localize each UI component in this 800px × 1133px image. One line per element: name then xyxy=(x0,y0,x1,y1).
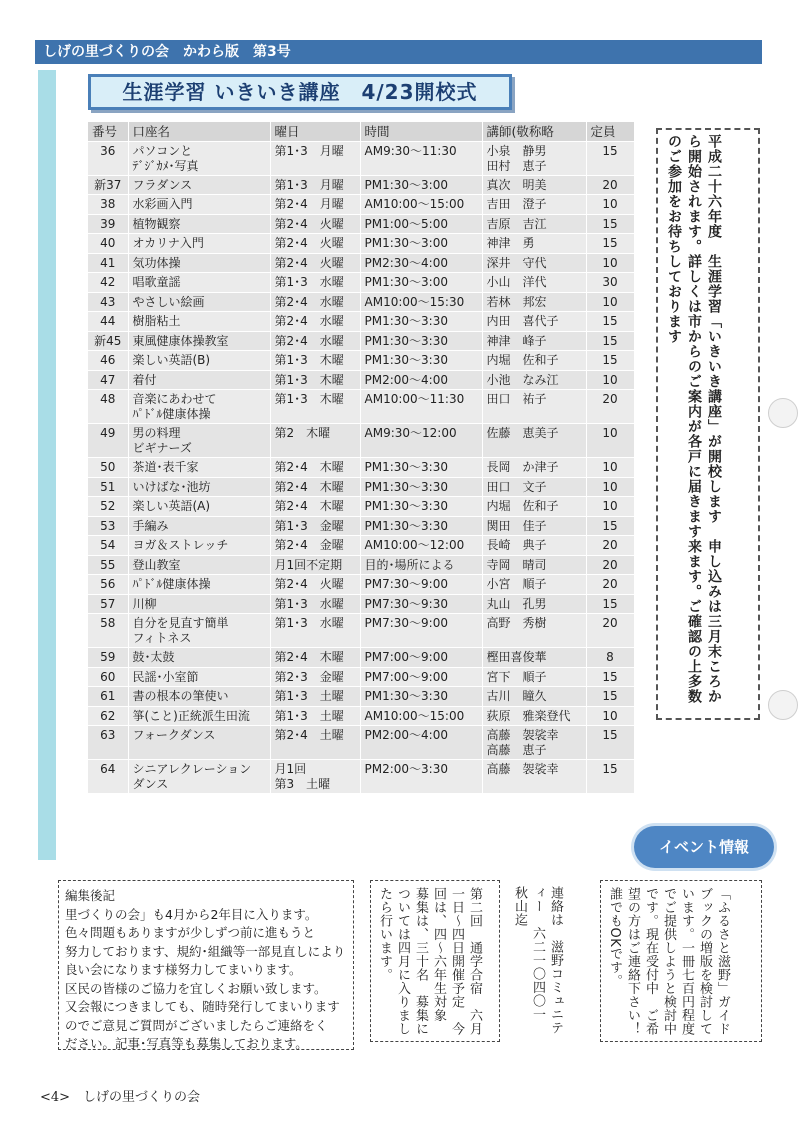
cell-teacher: 高藤 袈裟幸 高藤 恵子 xyxy=(482,726,586,760)
table-row xyxy=(88,555,634,575)
cell-teacher: 内堀 佐和子 xyxy=(482,351,586,371)
cell-course-name: 着付 xyxy=(128,370,270,390)
editor-note-line: 努力しております、規約･組織等一部見直しにより xyxy=(65,943,346,959)
table-row xyxy=(88,536,634,556)
table-row xyxy=(88,331,634,351)
table-row xyxy=(88,667,634,687)
notice-text: 平成二十六年度 生涯学習「いきいき講座」が開校します 申し込みは三月末ころから開始されます。詳しくは市からのご案内が各戸に届きます来ます。ご確認の上多数のご参加をお待ちしております xyxy=(666,134,722,704)
table-row xyxy=(88,516,634,536)
cell-time: PM1:30～3:00 xyxy=(360,234,482,254)
cell-time: AM10:00～11:30 xyxy=(360,390,482,424)
cell-capacity: 15 xyxy=(586,351,634,371)
cell-capacity: 15 xyxy=(586,516,634,536)
cell-number: 49 xyxy=(88,424,128,458)
cell-number: 61 xyxy=(88,687,128,707)
cell-time: PM1:30～3:00 xyxy=(360,273,482,293)
cell-time: PM1:30～3:30 xyxy=(360,351,482,371)
table-row xyxy=(88,273,634,293)
cell-course-name: 箏(こと)正統派生田流 xyxy=(128,706,270,726)
col-header-course: 口座名 xyxy=(128,122,270,141)
course-table xyxy=(88,122,635,794)
cell-course-name: 水彩画入門 xyxy=(128,195,270,215)
cell-number: 新45 xyxy=(88,331,128,351)
cell-capacity: 15 xyxy=(586,234,634,254)
cell-course-name: 書の根本の筆使い xyxy=(128,687,270,707)
cell-capacity: 15 xyxy=(586,687,634,707)
cell-time: PM1:30～3:30 xyxy=(360,516,482,536)
table-row xyxy=(88,214,634,234)
cell-number: 47 xyxy=(88,370,128,390)
cell-day: 第2･4 木曜 xyxy=(270,648,360,668)
cell-time: PM1:30～3:30 xyxy=(360,497,482,517)
cell-day: 第2･4 水曜 xyxy=(270,312,360,332)
cell-day: 第1･3 月曜 xyxy=(270,141,360,175)
cell-time: AM9:30～12:00 xyxy=(360,424,482,458)
table-row xyxy=(88,424,634,458)
cell-course-name: シニアレクレーション ダンス xyxy=(128,760,270,794)
cell-teacher: 丸山 孔男 xyxy=(482,594,586,614)
cell-capacity: 10 xyxy=(586,458,634,478)
table-row xyxy=(88,253,634,273)
cell-day: 月1回不定期 xyxy=(270,555,360,575)
cell-teacher: 小泉 静男 田村 恵子 xyxy=(482,141,586,175)
cell-teacher: 真次 明美 xyxy=(482,175,586,195)
cell-capacity: 10 xyxy=(586,706,634,726)
table-row xyxy=(88,195,634,215)
col-header-capacity: 定員 xyxy=(586,122,634,141)
cell-number: 46 xyxy=(88,351,128,371)
table-row xyxy=(88,648,634,668)
cell-capacity: 30 xyxy=(586,273,634,293)
camp-notice-box xyxy=(370,880,500,1042)
cell-capacity: 8 xyxy=(586,648,634,668)
table-row xyxy=(88,390,634,424)
cell-teacher: 内堀 佐和子 xyxy=(482,497,586,517)
cell-day: 第1･3 水曜 xyxy=(270,614,360,648)
cell-capacity: 20 xyxy=(586,575,634,595)
cell-number: 54 xyxy=(88,536,128,556)
cell-capacity: 20 xyxy=(586,555,634,575)
page-footer: <4> しげの里づくりの会 xyxy=(40,1090,201,1105)
cell-course-name: フラダンス xyxy=(128,175,270,195)
cell-capacity: 15 xyxy=(586,760,634,794)
cell-number: 40 xyxy=(88,234,128,254)
section-title-banner: 生涯学習 いきいき講座 4/23開校式 xyxy=(88,74,512,110)
cell-capacity: 10 xyxy=(586,477,634,497)
cell-time: PM2:00～4:00 xyxy=(360,726,482,760)
cell-number: 60 xyxy=(88,667,128,687)
col-header-time: 時間 xyxy=(360,122,482,141)
cell-course-name: ヨガ＆ストレッチ xyxy=(128,536,270,556)
col-header-day: 曜日 xyxy=(270,122,360,141)
table-row xyxy=(88,760,634,794)
editor-note-line: 区民の皆様のご協力を宜しくお願い致します。 xyxy=(65,980,327,996)
table-row xyxy=(88,370,634,390)
cell-day: 第2･4 月曜 xyxy=(270,195,360,215)
cell-capacity: 15 xyxy=(586,331,634,351)
table-row xyxy=(88,614,634,648)
cell-teacher: 宮下 順子 xyxy=(482,667,586,687)
binder-hole-bottom xyxy=(768,690,798,720)
cell-time: PM1:30～3:30 xyxy=(360,477,482,497)
cell-course-name: オカリナ入門 xyxy=(128,234,270,254)
cell-day: 第1･3 水曜 xyxy=(270,273,360,293)
cell-capacity: 15 xyxy=(586,667,634,687)
cell-teacher: 吉田 澄子 xyxy=(482,195,586,215)
cell-day: 第2･4 木曜 xyxy=(270,477,360,497)
cell-teacher: 深井 守代 xyxy=(482,253,586,273)
cell-day: 月1回 第3 土曜 xyxy=(270,760,360,794)
contact-box xyxy=(506,880,598,1042)
editor-note-line: 色々問題もありますが少しずつ前に進もうと xyxy=(65,925,316,940)
cell-number: 41 xyxy=(88,253,128,273)
cell-day: 第2･4 火曜 xyxy=(270,234,360,254)
cell-time: AM10:00～15:00 xyxy=(360,195,482,215)
table-row xyxy=(88,497,634,517)
cell-day: 第2･4 水曜 xyxy=(270,292,360,312)
cell-day: 第2･4 水曜 xyxy=(270,331,360,351)
table-row xyxy=(88,234,634,254)
editor-note-line: 里づくりの会」も4月から2年目に入ります。 xyxy=(65,906,318,922)
cell-capacity: 15 xyxy=(586,594,634,614)
cell-day: 第1･3 土曜 xyxy=(270,687,360,707)
cell-number: 44 xyxy=(88,312,128,332)
cell-day: 第2･4 火曜 xyxy=(270,575,360,595)
cell-number: 58 xyxy=(88,614,128,648)
cell-time: AM10:00～12:00 xyxy=(360,536,482,556)
cell-course-name: ﾊﾟﾄﾞﾙ健康体操 xyxy=(128,575,270,595)
cell-time: PM1:00～5:00 xyxy=(360,214,482,234)
cell-time: PM7:30～9:00 xyxy=(360,575,482,595)
cell-capacity: 15 xyxy=(586,141,634,175)
table-row xyxy=(88,477,634,497)
cell-capacity: 10 xyxy=(586,253,634,273)
table-row xyxy=(88,458,634,478)
cell-day: 第2･4 火曜 xyxy=(270,214,360,234)
cell-number: 43 xyxy=(88,292,128,312)
cell-course-name: 民謡･小室節 xyxy=(128,667,270,687)
table-row xyxy=(88,726,634,760)
cell-capacity: 10 xyxy=(586,195,634,215)
editor-note-line: のでご意見ご質問がございましたらご連絡をく xyxy=(65,1017,328,1033)
cell-course-name: 唱歌童謡 xyxy=(128,273,270,293)
cell-teacher: 高藤 袈裟幸 xyxy=(482,760,586,794)
cell-teacher: 長岡 か津子 xyxy=(482,458,586,478)
cell-time: AM9:30～11:30 xyxy=(360,141,482,175)
cell-time: AM10:00～15:00 xyxy=(360,706,482,726)
cell-number: 53 xyxy=(88,516,128,536)
enrollment-notice xyxy=(656,128,760,720)
cell-capacity: 20 xyxy=(586,390,634,424)
cell-time: PM2:00～4:00 xyxy=(360,370,482,390)
cell-teacher: 吉原 吉江 xyxy=(482,214,586,234)
cell-day: 第2･3 金曜 xyxy=(270,667,360,687)
cell-teacher: 内田 喜代子 xyxy=(482,312,586,332)
cell-course-name: 音楽にあわせて ﾊﾟﾄﾞﾙ健康体操 xyxy=(128,390,270,424)
cell-number: 38 xyxy=(88,195,128,215)
cell-day: 第1･3 木曜 xyxy=(270,351,360,371)
cell-teacher: 古川 瞳久 xyxy=(482,687,586,707)
cell-course-name: 自分を見直す簡単 フィトネス xyxy=(128,614,270,648)
cell-day: 第1･3 月曜 xyxy=(270,175,360,195)
cell-teacher: 荻原 雅楽登代 xyxy=(482,706,586,726)
cell-number: 36 xyxy=(88,141,128,175)
event-info-badge: イベント情報 xyxy=(634,826,774,868)
cell-capacity: 20 xyxy=(586,175,634,195)
cell-capacity: 10 xyxy=(586,370,634,390)
cell-teacher: 長崎 典子 xyxy=(482,536,586,556)
cell-number: 42 xyxy=(88,273,128,293)
cell-course-name: やさしい絵画 xyxy=(128,292,270,312)
cell-number: 51 xyxy=(88,477,128,497)
cell-course-name: いけばな･池坊 xyxy=(128,477,270,497)
cell-course-name: 楽しい英語(B) xyxy=(128,351,270,371)
editor-note-box xyxy=(58,880,354,1050)
cell-teacher: 樫田喜俊華 xyxy=(482,648,586,668)
cell-teacher: 神津 勇 xyxy=(482,234,586,254)
cell-course-name: 男の料理 ビギナーズ xyxy=(128,424,270,458)
cell-course-name: 植物観察 xyxy=(128,214,270,234)
cell-number: 50 xyxy=(88,458,128,478)
table-row xyxy=(88,594,634,614)
cell-teacher: 小山 洋代 xyxy=(482,273,586,293)
cell-time: PM1:30～3:30 xyxy=(360,312,482,332)
cell-day: 第1･3 木曜 xyxy=(270,390,360,424)
cell-time: PM2:30～4:00 xyxy=(360,253,482,273)
cell-number: 59 xyxy=(88,648,128,668)
cell-course-name: 気功体操 xyxy=(128,253,270,273)
cell-time: PM7:30～9:30 xyxy=(360,594,482,614)
cell-course-name: 登山教室 xyxy=(128,555,270,575)
cell-time: PM7:30～9:00 xyxy=(360,614,482,648)
cell-teacher: 田口 祐子 xyxy=(482,390,586,424)
cell-number: 63 xyxy=(88,726,128,760)
guidebook-text: 「ふるさと滋野」ガイドブックの増版を検討しています。一冊七百円程度でご提供しようと検討中です。現在受付中 ご希望の方はご連絡下さい！ 誰でもOKです。 xyxy=(607,887,730,1049)
cell-time: PM1:30～3:00 xyxy=(360,175,482,195)
table-row xyxy=(88,175,634,195)
cell-time: PM1:30～3:30 xyxy=(360,458,482,478)
contact-text: 連絡は 滋野コミュニティー 六二一〇四〇一 秋山迄 xyxy=(512,886,563,1035)
cell-capacity: 15 xyxy=(586,214,634,234)
cell-day: 第2･4 木曜 xyxy=(270,497,360,517)
table-row xyxy=(88,575,634,595)
cell-teacher: 田口 文子 xyxy=(482,477,586,497)
cell-day: 第2･4 木曜 xyxy=(270,458,360,478)
cell-course-name: 茶道･表千家 xyxy=(128,458,270,478)
cell-teacher: 神津 峰子 xyxy=(482,331,586,351)
cell-number: 新37 xyxy=(88,175,128,195)
cell-capacity: 15 xyxy=(586,726,634,760)
cell-time: PM1:30～3:30 xyxy=(360,687,482,707)
cell-course-name: フォークダンス xyxy=(128,726,270,760)
cell-capacity: 15 xyxy=(586,312,634,332)
cell-course-name: 川柳 xyxy=(128,594,270,614)
cell-capacity: 10 xyxy=(586,292,634,312)
cell-capacity: 20 xyxy=(586,614,634,648)
cell-teacher: 小池 なみ江 xyxy=(482,370,586,390)
cell-time: 目的･場所による xyxy=(360,555,482,575)
table-row xyxy=(88,687,634,707)
cell-time: PM2:00～3:30 xyxy=(360,760,482,794)
cell-teacher: 高野 秀樹 xyxy=(482,614,586,648)
guidebook-notice-box xyxy=(600,880,762,1049)
cell-teacher: 寺岡 晴司 xyxy=(482,555,586,575)
cell-teacher: 小宮 順子 xyxy=(482,575,586,595)
cell-teacher: 若林 邦宏 xyxy=(482,292,586,312)
cell-day: 第1･3 金曜 xyxy=(270,516,360,536)
cell-capacity: 10 xyxy=(586,424,634,458)
editor-note-line: 又会報につきましても、随時発行してまいります xyxy=(65,999,340,1014)
table-header-row xyxy=(88,122,634,141)
cell-course-name: パソコンと ﾃﾞｼﾞｶﾒ･写真 xyxy=(128,141,270,175)
newsletter-header: しげの里づくりの会 かわら版 第3号 xyxy=(35,40,762,64)
cell-number: 52 xyxy=(88,497,128,517)
cell-time: AM10:00～15:30 xyxy=(360,292,482,312)
table-row xyxy=(88,706,634,726)
cell-day: 第2･4 土曜 xyxy=(270,726,360,760)
cell-course-name: 手編み xyxy=(128,516,270,536)
cell-course-name: 東風健康体操教室 xyxy=(128,331,270,351)
editor-note-heading: 編集後記 xyxy=(65,888,116,903)
cell-teacher: 佐藤 恵美子 xyxy=(482,424,586,458)
cell-time: PM1:30～3:30 xyxy=(360,331,482,351)
table-row xyxy=(88,312,634,332)
cell-day: 第1･3 木曜 xyxy=(270,370,360,390)
table-row xyxy=(88,141,634,175)
cell-number: 55 xyxy=(88,555,128,575)
table-row xyxy=(88,292,634,312)
binder-hole-top xyxy=(768,398,798,428)
editor-note-line: 良い会になります様努力してまいります。 xyxy=(65,962,302,977)
cell-number: 57 xyxy=(88,594,128,614)
cell-day: 第1･3 土曜 xyxy=(270,706,360,726)
cell-teacher: 関田 佳子 xyxy=(482,516,586,536)
cell-capacity: 10 xyxy=(586,497,634,517)
cell-capacity: 20 xyxy=(586,536,634,556)
col-header-number: 番号 xyxy=(88,122,128,141)
cell-time: PM7:00～9:00 xyxy=(360,648,482,668)
cell-number: 39 xyxy=(88,214,128,234)
cell-number: 62 xyxy=(88,706,128,726)
cell-day: 第2 木曜 xyxy=(270,424,360,458)
cell-day: 第1･3 水曜 xyxy=(270,594,360,614)
cell-day: 第2･4 金曜 xyxy=(270,536,360,556)
cell-number: 48 xyxy=(88,390,128,424)
table-row xyxy=(88,351,634,371)
col-header-teacher: 講師(敬称略 xyxy=(482,122,586,141)
cell-day: 第2･4 火曜 xyxy=(270,253,360,273)
left-decorative-strip xyxy=(38,70,56,860)
camp-text: 第二回 通学合宿 六月一日～四日開催予定 今回は、四～六年生対象 募集は、三十名 募集については四月に入りましたら行います。 xyxy=(377,887,482,1036)
cell-course-name: 楽しい英語(A) xyxy=(128,497,270,517)
cell-course-name: 樹脂粘土 xyxy=(128,312,270,332)
cell-course-name: 鼓･太鼓 xyxy=(128,648,270,668)
cell-number: 64 xyxy=(88,760,128,794)
cell-number: 56 xyxy=(88,575,128,595)
editor-note-line: ださい。記事･写真等も募集しております。 xyxy=(65,1036,308,1051)
cell-time: PM7:00～9:00 xyxy=(360,667,482,687)
